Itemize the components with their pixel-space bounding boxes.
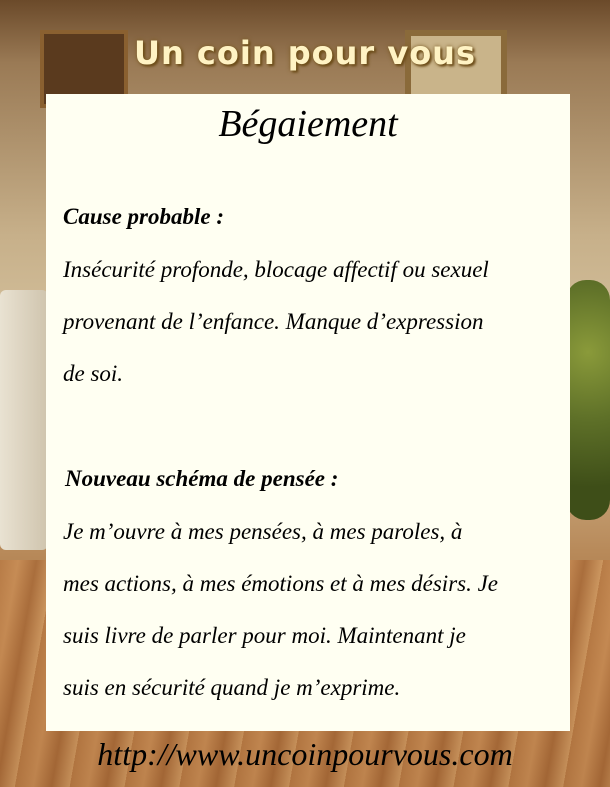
cause-line-3: de soi.	[63, 361, 124, 386]
new-thought-heading: Nouveau schéma de pensée :	[65, 466, 339, 491]
content-card	[46, 94, 570, 731]
new-thought-line-3: suis livre de parler pour moi. Maintenant je	[63, 623, 466, 648]
plant-decoration	[566, 280, 610, 520]
new-thought-line-4: suis en sécurité quand je m’exprime.	[63, 675, 401, 700]
site-title: Un coin pour vous	[133, 34, 476, 72]
cause-heading: Cause probable :	[63, 204, 224, 229]
cause-line-2: provenant de l’enfance. Manque d’expression	[63, 309, 484, 334]
new-thought-line-2: mes actions, à mes émotions et à mes désirs. Je	[63, 571, 499, 596]
cause-line-1: Insécurité profonde, blocage affectif ou sexuel	[63, 257, 489, 282]
website-url[interactable]: http://www.uncoinpourvous.com	[97, 736, 513, 772]
chair-decoration	[0, 290, 48, 550]
page-title: Bégaiement	[218, 103, 398, 145]
new-thought-line-1: Je m’ouvre à mes pensées, à mes paroles, à	[63, 519, 463, 544]
